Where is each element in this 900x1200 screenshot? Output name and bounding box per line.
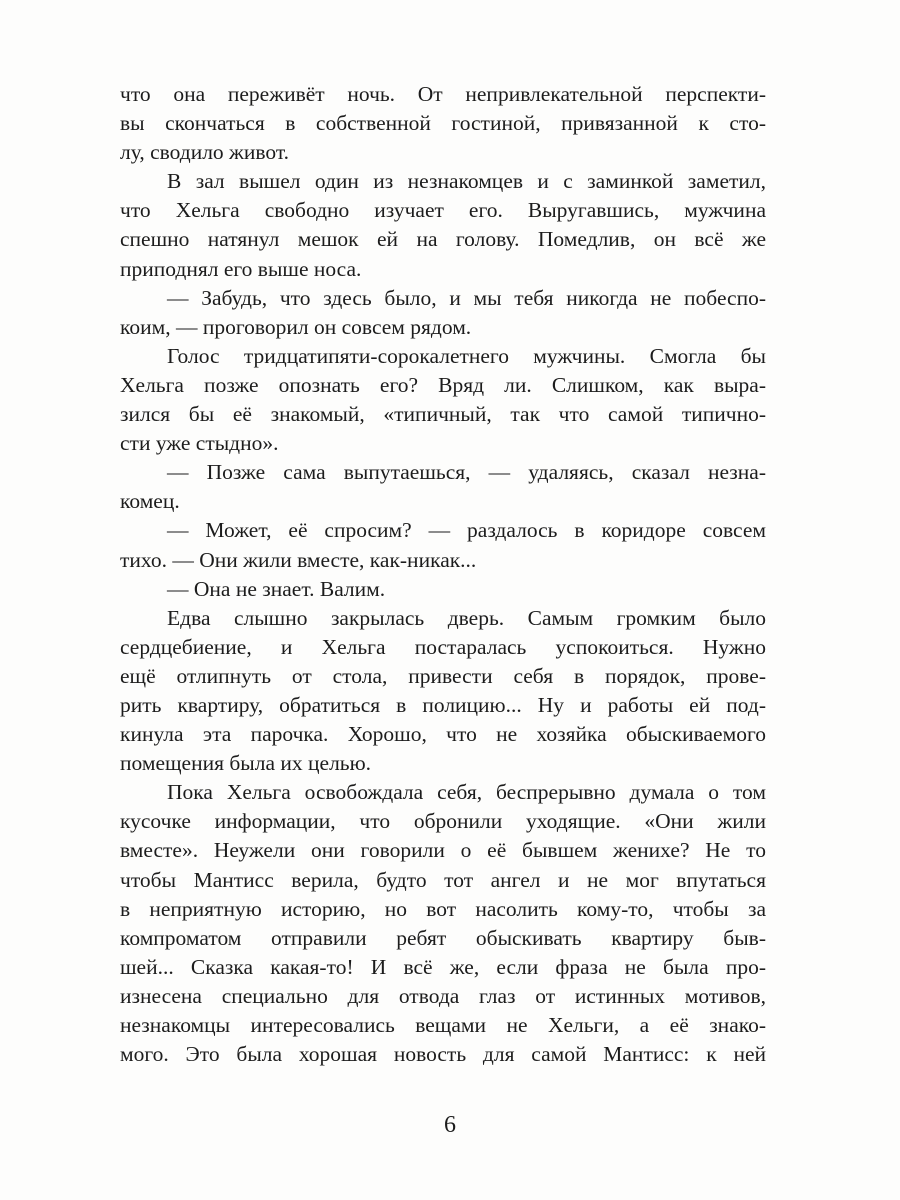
text-line: комец. — [120, 489, 180, 514]
text-line: В зал вышел один из незнакомцев и с заминкой заметил, — [167, 169, 766, 194]
text-line: кинула эта парочка. Хорошо, что не хозяйка обыскиваемого — [120, 722, 766, 747]
text-line: изнесена специально для отвода глаз от истинных мотивов, — [120, 983, 766, 1008]
text-line: Голос тридцатипяти-сорокалетнего мужчины. Смогла бы — [167, 343, 766, 368]
text-line: Пока Хельга освобождала себя, беспрерывно думала о том — [167, 780, 766, 805]
text-line: Едва слышно закрылась дверь. Самым громким было — [167, 605, 766, 630]
text-line: — Забудь, что здесь было, и мы тебя никогда не побеспо- — [167, 285, 766, 310]
text-line: ещё отлипнуть от стола, привести себя в порядок, прове- — [120, 663, 766, 688]
text-line: зился бы её знакомый, «типичный, так что самой типично- — [120, 402, 766, 427]
text-line: шей... Сказка какая-то! И всё же, если фраза не была про- — [120, 954, 766, 979]
text-line: Хельга позже опознать его? Вряд ли. Слишком, как выра- — [120, 372, 766, 397]
text-line: рить квартиру, обратиться в полицию... Ну и работы ей под- — [120, 692, 766, 717]
text-line: незнакомцы интересовались вещами не Хельги, а её знако- — [120, 1013, 766, 1037]
text-line: приподнял его выше носа. — [120, 256, 362, 281]
text-line: мого. Это была хорошая новость для самой Мантисс: к ней — [120, 1042, 766, 1067]
text-line: вы скончаться в собственной гостиной, привязанной к сто- — [120, 111, 766, 136]
text-line: — Может, её спросим? — раздалось в коридоре совсем — [167, 518, 766, 543]
text-line: компроматом отправили ребят обыскивать квартиру быв- — [120, 925, 766, 950]
text-line: вместе». Неужели они говорили о её бывшем женихе? Не то — [120, 838, 766, 863]
text-line: чтобы Мантисс верила, будто тот ангел и не мог впутаться — [120, 867, 766, 892]
text-line: в неприятную историю, но вот насолить кому-то, чтобы за — [120, 896, 766, 921]
text-line: лу, сводило живот. — [120, 140, 290, 165]
text-line: помещения была их целью. — [120, 751, 372, 776]
text-line: спешно натянул мешок ей на голову. Помедлив, он всё же — [120, 227, 766, 252]
text-line: тихо. — Они жили вместе, как-никак... — [120, 547, 477, 572]
text-line: сти уже стыдно». — [120, 431, 279, 456]
text-line: — Она не знает. Валим. — [167, 576, 386, 601]
text-line: сердцебиение, и Хельга постаралась успокоиться. Нужно — [120, 634, 766, 659]
text-line: — Позже сама выпутаешься, — удаляясь, сказал незна- — [167, 460, 766, 485]
text-line: коим, — проговорил он совсем рядом. — [120, 314, 472, 339]
page-text-block — [120, 80, 766, 1069]
text-line: кусочке информации, что обронили уходящие. «Они жили — [120, 809, 766, 834]
page-number: 6 — [444, 1112, 456, 1138]
text-line: что Хельга свободно изучает его. Выругавшись, мужчина — [120, 198, 766, 223]
text-line: что она переживёт ночь. От непривлекательной перспекти- — [120, 82, 766, 106]
